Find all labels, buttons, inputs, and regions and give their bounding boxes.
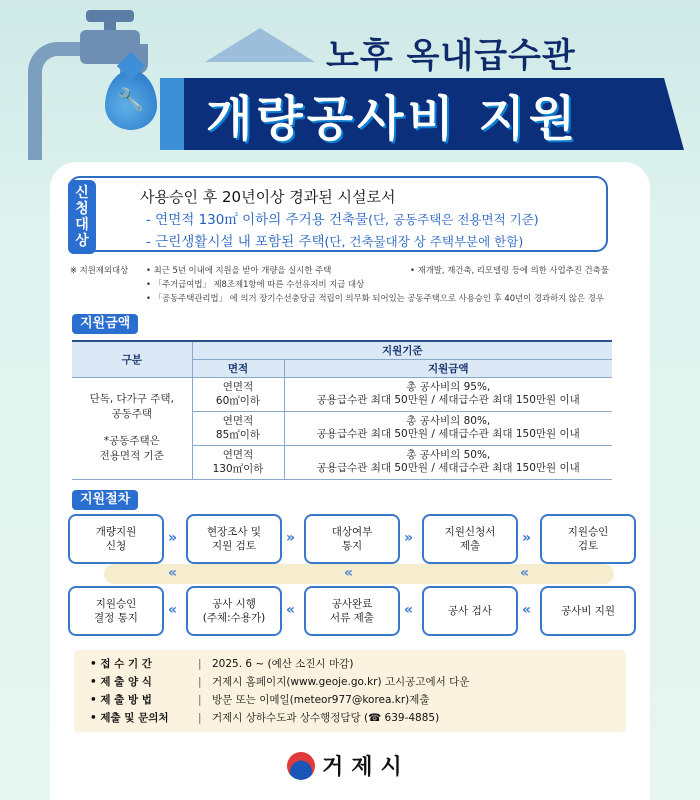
step-text: 서류 제출 — [330, 612, 374, 624]
col-gubun: 구분 — [72, 341, 192, 377]
step-box — [304, 514, 400, 564]
col-area: 면적 — [192, 359, 284, 377]
amount-text: 총 공사비의 50%, — [406, 449, 491, 461]
city-logo-text: 거제시 — [322, 755, 410, 780]
note-item: • 「주거급여법」 제8조제1항에 따른 수선유지비 지급 대상 — [146, 279, 365, 289]
info-row — [90, 692, 430, 707]
step-box — [422, 586, 518, 636]
info-key: • 제출 및 문의처 — [90, 712, 169, 724]
chevron-right-icon: » — [168, 530, 178, 546]
tag-char: 대 — [75, 217, 89, 233]
info-separator: | — [198, 676, 202, 688]
note-item: • 최근 5년 이내에 지원을 받아 개량을 실시한 주택 — [146, 265, 332, 275]
info-key: • 제 출 방 법 — [90, 694, 152, 706]
step-text: 공사 검사 — [448, 605, 492, 617]
amount-text: 총 공사비의 80%, — [406, 415, 491, 427]
step-box — [186, 514, 282, 564]
gubun-note: 전용면적 기준 — [99, 450, 164, 462]
area-text: 130㎡이하 — [212, 463, 264, 475]
step-text: 제출 — [459, 540, 481, 552]
eligibility-line2 — [146, 208, 539, 228]
amount-cell — [284, 377, 612, 411]
area-text: 연면적 — [222, 415, 254, 427]
note-item: • 재개발, 재건축, 리모델링 등에 의한 사업추진 건축물 — [410, 265, 609, 275]
step-text: 검토 — [577, 540, 599, 552]
step-text: 개량지원 — [95, 526, 137, 538]
eligibility-line3-sub: (단, 건축물대장 상 주택부분에 한함) — [324, 234, 524, 249]
chevron-left-icon: « — [404, 602, 414, 618]
step-text: (주체:수용가) — [202, 612, 266, 624]
procedure-heading: 지원절차 — [72, 490, 138, 510]
step-text: 공사완료 — [331, 598, 373, 610]
chevron-right-icon: » — [522, 530, 532, 546]
chevron-left-icon: « — [168, 565, 178, 581]
gubun-cell — [72, 377, 192, 479]
step-text: 공사 시행 — [212, 598, 256, 610]
step-text: 신청 — [105, 540, 127, 552]
step-text: 지원 검토 — [212, 540, 256, 552]
eligibility-line2-sub: (단, 공동주택은 전용면적 기준) — [368, 212, 539, 227]
chevron-left-icon: « — [520, 565, 530, 581]
eligibility-line2-main: - 연면적 130㎡ 이하의 주거용 건축물 — [146, 212, 369, 228]
area-text: 85㎡이하 — [215, 429, 261, 441]
gubun-text: 공동주택 — [111, 408, 153, 420]
info-separator: | — [198, 658, 202, 670]
chevron-left-icon: « — [168, 602, 178, 618]
info-separator: | — [198, 694, 202, 706]
eligibility-tag — [68, 180, 96, 254]
info-row — [90, 656, 353, 671]
eligibility-line3 — [146, 230, 523, 250]
info-row — [90, 710, 439, 725]
tag-char: 상 — [75, 233, 89, 249]
info-separator: | — [198, 712, 202, 724]
support-table — [72, 340, 612, 480]
info-key: • 제 출 양 식 — [90, 676, 152, 688]
step-text: 지원승인 — [95, 598, 137, 610]
gubun-note: *공동주택은 — [103, 435, 160, 447]
area-cell — [192, 445, 284, 479]
step-text: 대상여부 — [331, 526, 373, 538]
step-text: 지원승인 — [567, 526, 609, 538]
eligibility-line3-main: - 근린생활시설 내 포함된 주택 — [146, 234, 325, 250]
step-text: 통지 — [341, 540, 363, 552]
info-value: 방문 또는 이메일(meteor977@korea.kr)제출 — [212, 694, 430, 706]
step-text: 현장조사 및 — [206, 526, 262, 538]
step-text: 결정 통지 — [94, 612, 138, 624]
amount-text: 공용급수관 최대 50만원 / 세대급수관 최대 150만원 이내 — [316, 394, 580, 406]
tag-char: 신 — [75, 185, 89, 201]
chevron-right-icon: » — [404, 530, 414, 546]
amount-text: 공용급수관 최대 50만원 / 세대급수관 최대 150만원 이내 — [316, 428, 580, 440]
amount-cell — [284, 411, 612, 445]
title-line2: 개량공사비 지원 — [206, 91, 580, 147]
eligibility-line1: 사용승인 후 20년이상 경과된 시설로서 — [140, 188, 396, 206]
gubun-text: 단독, 다가구 주택, — [89, 393, 174, 405]
area-cell — [192, 411, 284, 445]
chevron-right-icon: » — [286, 530, 296, 546]
chevron-left-icon: « — [522, 602, 532, 618]
area-text: 60㎡이하 — [215, 395, 261, 407]
header-banner — [0, 0, 700, 160]
info-row — [90, 674, 469, 689]
col-amount: 지원금액 — [284, 359, 612, 377]
step-box — [540, 586, 636, 636]
info-value: 거제시 홈페이지(www.geoje.go.kr) 고시공고에서 다운 — [212, 676, 470, 688]
house-roof-icon — [205, 28, 315, 62]
step-box — [186, 586, 282, 636]
step-box — [304, 586, 400, 636]
info-key: • 접 수 기 간 — [90, 658, 152, 670]
title-line1: 노후 옥내급수관 — [326, 36, 576, 76]
amount-text: 총 공사비의 95%, — [406, 381, 491, 393]
water-drop-tools-icon: 🔧 — [105, 70, 157, 130]
support-amount-heading: 지원금액 — [72, 314, 138, 334]
area-cell — [192, 377, 284, 411]
tag-char: 청 — [75, 201, 89, 217]
amount-text: 공용급수관 최대 50만원 / 세대급수관 최대 150만원 이내 — [316, 462, 580, 474]
step-box — [540, 514, 636, 564]
return-band — [104, 564, 614, 584]
table-row — [72, 377, 612, 411]
step-text: 공사비 지원 — [560, 605, 616, 617]
step-text: 지원신청서 — [444, 526, 496, 538]
col-criteria: 지원기준 — [192, 341, 612, 359]
info-value: 2025. 6 ~ (예산 소진시 마감) — [212, 658, 354, 670]
chevron-left-icon: « — [286, 602, 296, 618]
notes-label: ※ 지원제외대상 — [70, 265, 129, 275]
info-value: 거제시 상하수도과 상수행정담당 (☎ 639-4885) — [212, 712, 440, 724]
chevron-left-icon: « — [344, 565, 354, 581]
step-box — [68, 514, 164, 564]
city-logo-icon — [287, 752, 315, 780]
amount-cell — [284, 445, 612, 479]
area-text: 연면적 — [222, 381, 254, 393]
note-item: • 「공동주택관리법」 에 의거 장기수선충당금 적립이 의무화 되어있는 공동주택으로 사용승인 후 40년이 경과하지 않은 경우 — [146, 293, 604, 303]
area-text: 연면적 — [222, 449, 254, 461]
step-box — [68, 586, 164, 636]
step-box — [422, 514, 518, 564]
